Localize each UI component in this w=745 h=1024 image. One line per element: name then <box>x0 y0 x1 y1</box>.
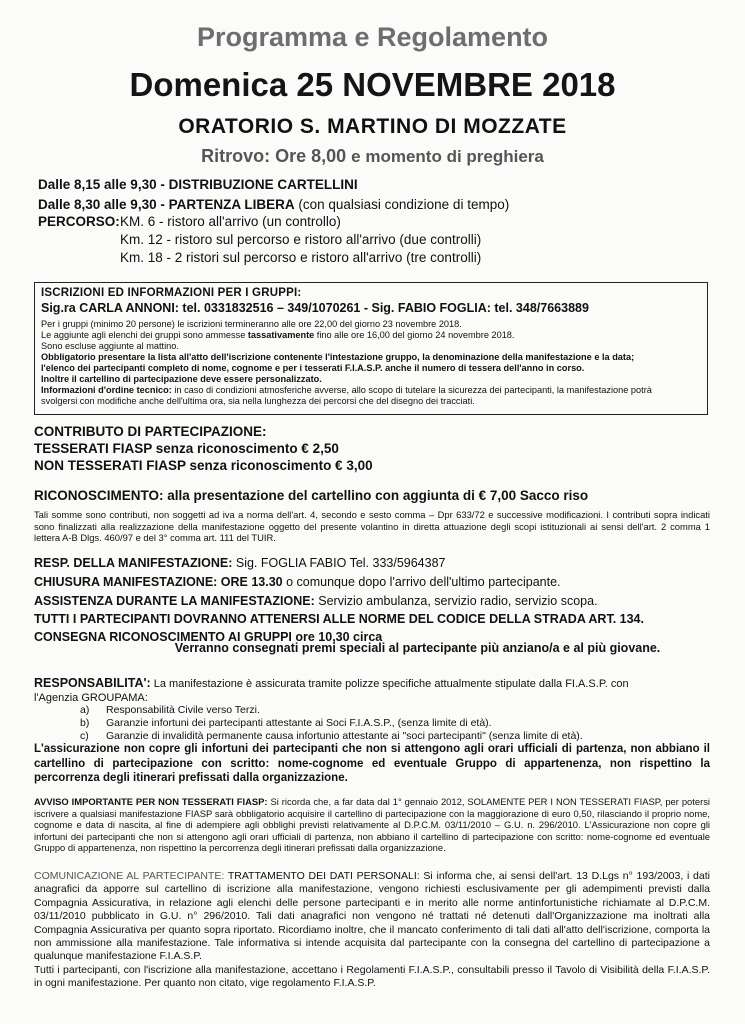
schedule-row-start <box>38 197 509 212</box>
info-label: CONSEGNA RICONOSCIMENTO AI GRUPPI ore 10,30 circa <box>34 630 383 644</box>
coverage-list <box>80 704 583 743</box>
list-key: c) <box>80 730 89 742</box>
list-key: a) <box>80 704 90 716</box>
meeting-time <box>0 146 745 167</box>
comunicazione-text: TRATTAMENTO DEI DATI PERSONALI: Si informa che, ai sensi dell'art. 13 D.Lgs n° 193/2003, i dati anagrafici da apporre sul cartellino di iscrizione alla manifestazione, vengono richiesti esclusivamente per gli adempimenti previsti dalla Compagnia Assicurativa, in relazione agli elenchi delle persone partecipanti e in merito alle norme antinfortunistiche richiamate al D.P.C.M. 03/11/2010 pubblicato in G.U. n° 296/2010. Tali dati anagrafici non vengono né trattati né detenuti dall'Organizzazione ma inoltrati alla Compagnia Assicurativa per quanto sopra riportato. Ricordiamo inoltre, che il mancato conferimento di tali dati all'atto dell'iscrizione, comporta la non ammissione alla manifestazione. Tale informativa si intende acquisita dal partecipante con la consegna del cartellino di partecipazione a qualunque manifestazione F.I.A.S.P. <box>34 870 710 963</box>
responsabilita-text: l'Agenzia GROUPAMA: <box>34 692 148 704</box>
schedule-note: (con qualsiasi condizione di tempo) <box>294 197 510 212</box>
resp-manifestazione <box>34 556 445 570</box>
contributi-non-tesserati: NON TESSERATI FIASP senza riconoscimento € 3,00 <box>34 458 373 473</box>
info-label: ASSISTENZA DURANTE LA MANIFESTAZIONE: <box>34 594 315 608</box>
info-value: Servizio ambulanza, servizio radio, servizio scopa. <box>314 594 598 608</box>
riconoscimento: RICONOSCIMENTO: alla presentazione del cartellino con aggiunta di € 7,00 Sacco riso <box>34 488 589 503</box>
route-desc: - 2 ristori sul percorso e ristoro all'arrivo (tre controlli) <box>162 250 482 265</box>
assicurazione-note: L'assicurazione non copre gli infortuni dei partecipanti che non si attengono agli orari ufficiali di partenza, non abbiano il cartellino di partecipazione con scritto: nome-cognome ed eventuale Gruppo di appartenenza, non rispettino la percorrenza degli itinerari prefissati dalla organizzazione. <box>34 743 710 784</box>
contributi-note: Tali somme sono contributi, non soggetti ad iva a norma dell'art. 4, secondo e sesto comma – Dpr 633/72 e successive modificazioni. I contributi sopra indicati sono finalizzati alla realizzazione della manifestazione oggetto del presente volantino in diretta attuazione degli scopi istituzionali ai sensi dell'art. 2 comma 1 lettera A-B Dlgs. 460/97 e del 3° comma art. 111 del TUIR. <box>34 509 710 543</box>
route-18km <box>120 250 481 265</box>
box-line: Sono escluse aggiunte al mattino. <box>41 341 179 351</box>
route-desc: - ristoro all'arrivo (un controllo) <box>155 214 341 229</box>
avviso-non-tesserati <box>34 796 710 854</box>
box-text: fino alle ore 16,00 del giorno 24 novembre 2018. <box>314 330 515 340</box>
route-km: Km. 18 <box>120 250 163 265</box>
box-title: ISCRIZIONI ED INFORMAZIONI PER I GRUPPI: <box>41 287 302 299</box>
percorso-label-text: PERCORSO: <box>38 214 120 229</box>
schedule-time: Dalle 8,15 alle 9,30 <box>38 177 157 192</box>
box-line <box>41 374 701 385</box>
event-date: Domenica 25 NOVEMBRE 2018 <box>129 66 616 103</box>
responsabilita-text: La manifestazione è assicurata tramite polizze specifiche attualmente stipulate dalla FI.A.S.P. con <box>150 678 629 690</box>
route-12km <box>120 232 481 247</box>
avviso-label: AVVISO IMPORTANTE PER NON TESSERATI FIASP: <box>34 796 268 807</box>
box-emph: Informazioni d'ordine tecnico: <box>41 385 172 395</box>
list-item <box>80 704 583 717</box>
box-line: svolgersi con modifiche anche dell'ultima ora, sia nella lunghezza dei percorsi che del disegno dei tracciati. <box>41 396 475 406</box>
route-desc: - ristoro sul percorso e ristoro all'arrivo (due controlli) <box>162 232 482 247</box>
premi-speciali: Verranno consegnati premi speciali al partecipante più anziano/a e al più giovane. <box>174 641 661 655</box>
box-emph: l'elenco dei partecipanti completo di nome, cognome e per i tesserati F.I.A.S.P. anche il numero di tessera dell'anno in corso. <box>41 363 585 373</box>
list-item <box>80 717 583 730</box>
box-emph: Inoltre il cartellino di partecipazione deve essere personalizzato. <box>41 374 322 384</box>
box-text: in caso di condizioni atmosferiche avverse, allo scopo di tutelare la sicurezza dei partecipanti, la manifestazione potrà <box>171 385 652 395</box>
norme-codice-strada <box>34 612 644 626</box>
box-emph: tassativamente <box>247 330 315 340</box>
assistenza-manifestazione <box>34 594 598 608</box>
schedule-text: - DISTRIBUZIONE CARTELLINI <box>156 177 358 192</box>
group-registration-box <box>34 282 708 415</box>
contributi-title: CONTRIBUTO DI PARTECIPAZIONE: <box>34 424 267 439</box>
schedule-time: Dalle 8,30 alle 9,30 <box>38 197 157 212</box>
meeting-rest: e momento di preghiera <box>351 147 544 166</box>
box-text: Le aggiunte agli elenchi dei gruppi sono ammesse <box>41 330 248 340</box>
info-value: o comunque dopo l'arrivo dell'ultimo partecipante. <box>282 575 561 589</box>
schedule-row-distribution <box>38 177 358 192</box>
percorso-label <box>38 214 120 229</box>
list-key: b) <box>80 717 90 729</box>
comunicazione-label: COMUNICAZIONE AL PARTECIPANTE: <box>34 870 225 882</box>
list-text: Garanzie di invalidità permanente causa infortunio attestante ai "soci partecipanti" (senza limite di età). <box>106 730 583 742</box>
info-label: CHIUSURA MANIFESTAZIONE: ORE 13.30 <box>34 575 283 589</box>
comunicazione-partecipante <box>34 870 710 991</box>
event-location: ORATORIO S. MARTINO DI MOZZATE <box>178 115 567 138</box>
route-6km <box>120 214 341 229</box>
list-text: Responsabilità Civile verso Terzi. <box>106 704 260 716</box>
document-title: Programma e Regolamento <box>196 22 549 52</box>
info-value: Sig. FOGLIA FABIO Tel. 333/5964387 <box>232 556 446 570</box>
box-line <box>41 385 701 396</box>
info-label: RESP. DELLA MANIFESTAZIONE: <box>34 556 233 570</box>
box-line <box>41 363 701 374</box>
info-label: TUTTI I PARTECIPANTI DOVRANNO ATTENERSI ALLE NORME DEL CODICE DELLA STRADA ART. 134. <box>34 612 644 626</box>
regolamento-note: Tutti i partecipanti, con l'iscrizione alla manifestazione, accettano i Regolamenti F.I.A.S.P., consultabili presso il Tavolo di Visibilità della F.I.A.S.P. in ogni manifestazione. Per quanto non citato, vige regolamento F.I.A.S.P. <box>34 963 710 990</box>
schedule-text: - PARTENZA LIBERA <box>156 197 295 212</box>
box-line <box>41 352 701 363</box>
box-emph: Obbligatorio presentare la lista all'atto dell'iscrizione contenente l'intestazione gruppo, la denominazione della manifestazione e la data; <box>41 352 635 362</box>
list-text: Garanzie infortuni dei partecipanti attestante ai Soci F.I.A.S.P., (senza limite di età). <box>106 717 492 729</box>
chiusura-manifestazione <box>34 575 561 589</box>
meeting-label: Ritrovo: Ore 8,00 <box>201 146 347 166</box>
box-line: Per i gruppi (minimo 20 persone) le iscrizioni termineranno alle ore 22,00 del giorno 23 novembre 2018. <box>41 319 462 329</box>
route-km: Km. 12 <box>120 232 163 247</box>
contributi-tesserati: TESSERATI FIASP senza riconoscimento € 2,50 <box>34 441 339 456</box>
box-line <box>41 330 701 341</box>
avviso-text: Si ricorda che, a far data dal 1° gennaio 2012, SOLAMENTE PER I NON TESSERATI FIASP, per potersi iscrivere a qualsiasi manifestazione FIASP sarà obbligatorio acquisire il cartellino di partecipazione con la maggiorazione di euro 0,50, rilasciando il proprio nome, cognome e data di nascita, al fine di adempiere agli obblighi previsti relativamente al D.P.C.M. 03/11/2010 – G.U. n. 296/2010. L'Assicurazione non copre gli infortuni dei partecipanti che non si attengono agli orari ufficiali di partenza, non abbiano il cartellino di partecipazione con scritto: nome-cognome ed eventuale Gruppo di appartenenza, non rispettino la percorrenza degli itinerari prefissati dalla organizzazione. <box>34 796 710 853</box>
route-km: KM. 6 <box>120 214 156 229</box>
box-contacts: Sig.ra CARLA ANNONI: tel. 0331832516 – 349/1070261 - Sig. FABIO FOGLIA: tel. 348/7663889 <box>41 301 589 315</box>
responsabilita-label: RESPONSABILITA': <box>34 676 151 690</box>
responsabilita-intro <box>34 676 710 705</box>
